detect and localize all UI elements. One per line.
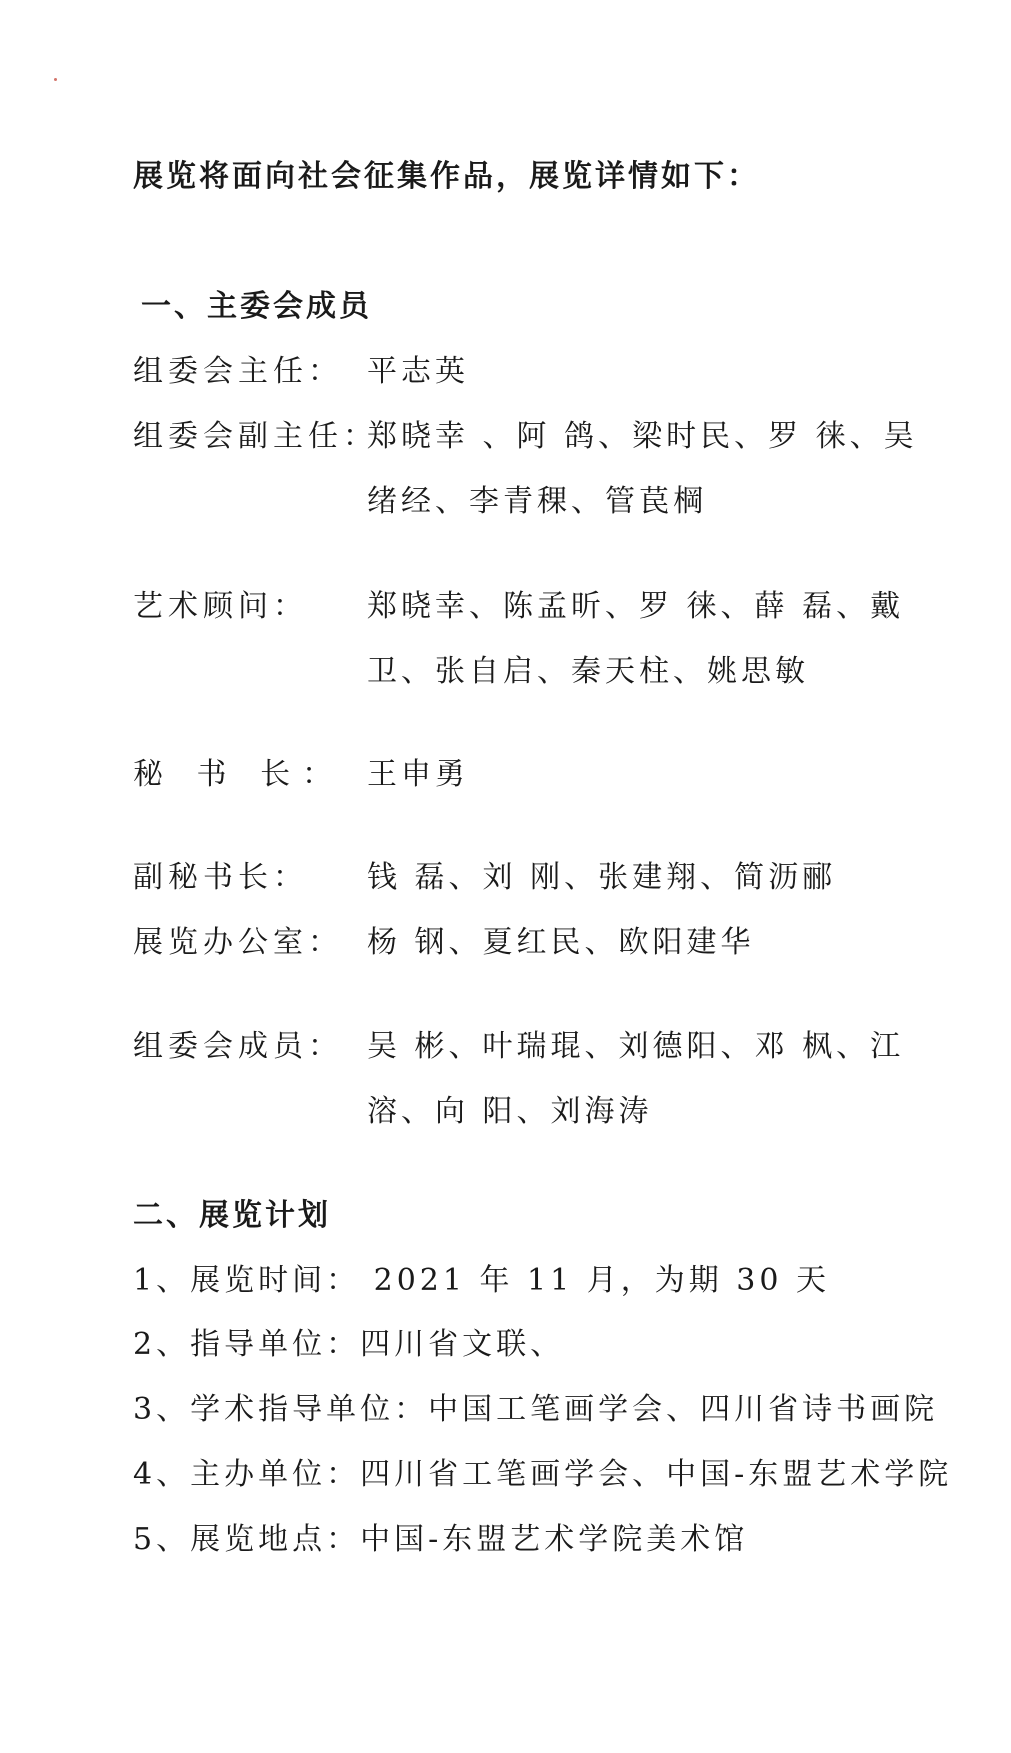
value-deputy-secretary-general: 钱 磊、刘 刚、张建翔、简沥郦 <box>367 860 837 895</box>
intro-text: 展览将面向社会征集作品，展览详情如下： <box>133 159 760 194</box>
plan-item-time: 1、展览时间： 2021 年 11 月，为期 30 天 <box>133 1263 830 1298</box>
plan-item-academic-guidance-unit: 3、学术指导单位：中国工笔画学会、四川省诗书画院 <box>133 1392 939 1427</box>
label-exhibition-office: 展览办公室： <box>133 925 343 960</box>
value-committee-members-line2: 溶、向 阳、刘海涛 <box>367 1094 653 1129</box>
plan-item-venue: 5、展览地点：中国-东盟艺术学院美术馆 <box>133 1522 749 1557</box>
label-deputy-secretary-general: 副秘书长： <box>133 860 308 895</box>
value-secretary-general: 王申勇 <box>367 757 469 792</box>
value-art-advisor-line2: 卫、张自启、秦天柱、姚思敏 <box>367 654 809 689</box>
section-heading-plan: 二、展览计划 <box>133 1198 331 1233</box>
label-director: 组委会主任： <box>133 354 343 389</box>
value-art-advisor-line1: 郑晓幸、陈孟昕、罗 徕、薛 磊、戴 <box>367 589 905 624</box>
value-deputy-director-line1: 郑晓幸 、阿 鸽、梁时民、罗 徕、吴 <box>367 419 918 454</box>
label-secretary-general: 秘 书 长： <box>133 757 345 792</box>
section-heading-committee: 一、主委会成员 <box>141 289 372 324</box>
label-committee-members: 组委会成员： <box>133 1029 343 1064</box>
label-art-advisor: 艺术顾问： <box>133 589 308 624</box>
plan-item-organizer: 4、主办单位：四川省工笔画学会、中国-东盟艺术学院 <box>133 1457 953 1492</box>
plan-item-guidance-unit: 2、指导单位：四川省文联、 <box>133 1327 565 1362</box>
label-deputy-director: 组委会副主任： <box>133 419 378 454</box>
value-committee-members-line1: 吴 彬、叶瑞琨、刘德阳、邓 枫、江 <box>367 1029 905 1064</box>
scan-speck <box>54 78 57 81</box>
value-exhibition-office: 杨 钢、夏红民、欧阳建华 <box>367 925 755 960</box>
value-deputy-director-line2: 绪经、李青稞、管苠棡 <box>367 484 707 519</box>
value-director: 平志英 <box>367 354 469 389</box>
